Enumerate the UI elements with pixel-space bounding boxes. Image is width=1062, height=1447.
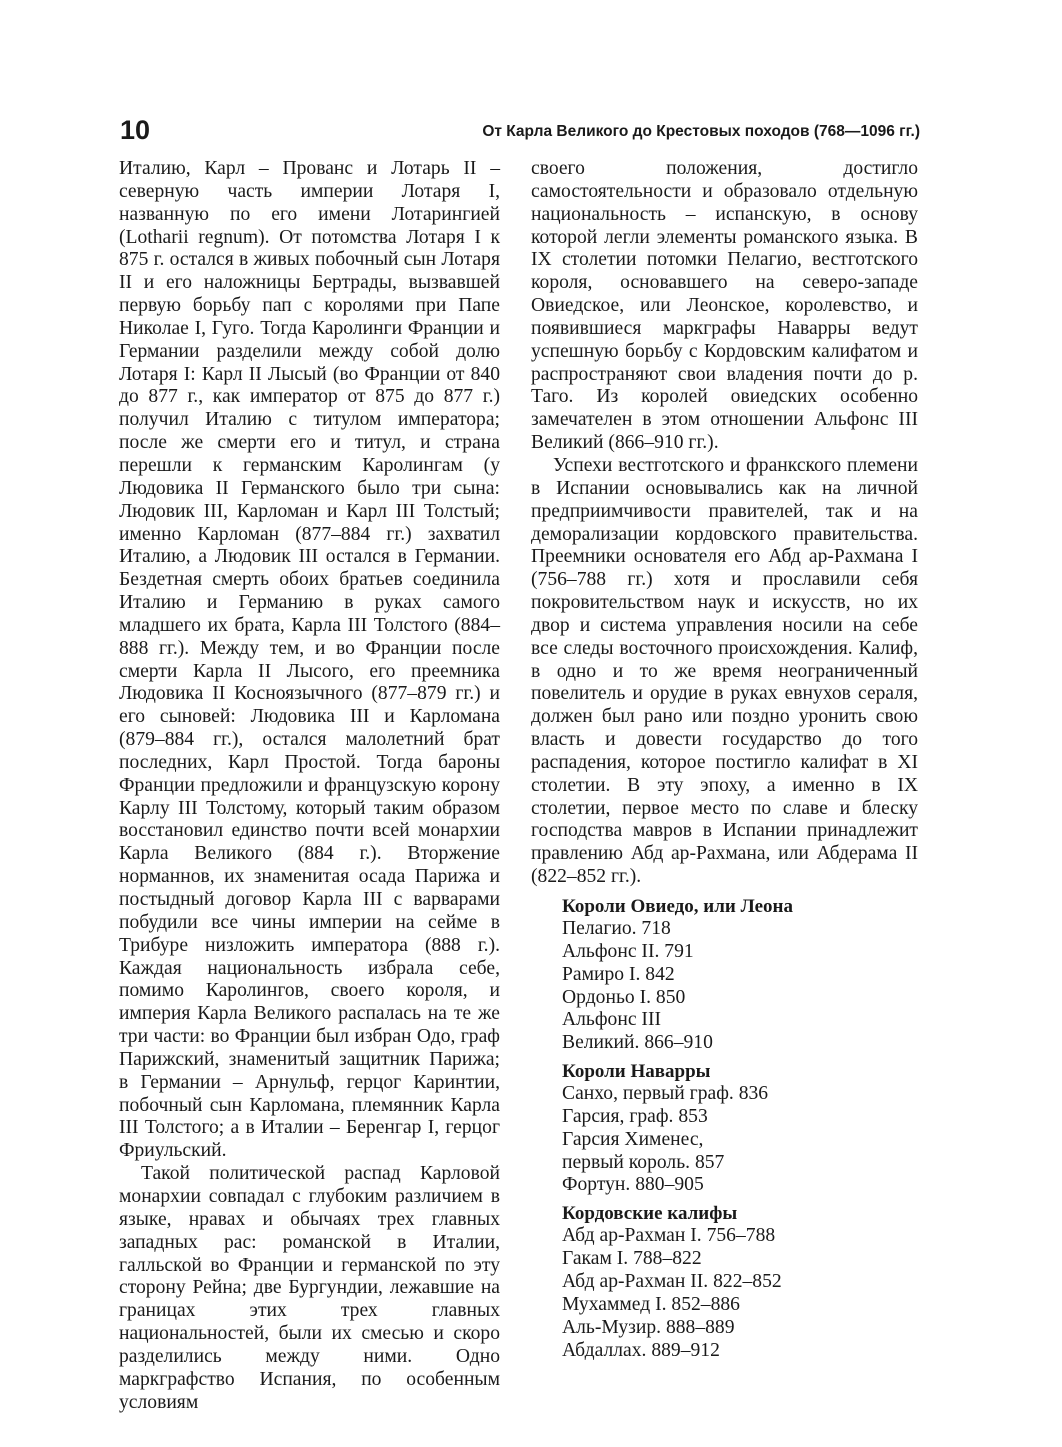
paragraph: Италию, Карл – Прованс и Лотарь II – северную часть империи Лотаря I, названную по его имени Лотарингией (Lotharii regnum). От потомства Лотаря I к 875 г. остался в живых побочный сын Лотаря II и его наложницы Бертрады, вызвавшей первую борьбу пап с королями при Папе Николае I, Гуго. Тогда Каролинги Франции и Германии разделили между собой долю Лотаря I: Карл II Лысый (во Франции от 840 до 877 г., как император от 875 до 877 г.) получил Италию с титулом императора; после же смерти его и титул, и страна перешли к германским Каролингам (у Людовика II Германского было три сына: Людовик III, Карломан и Карл III Толстый; именно Карломан (877–884 гг.) захватил Италию, а Людовик III остался в Германии. Бездетная смерть обоих братьев соединила Италию и Германию в руках самого младшего их брата, Карла III Толстого (884–888 гг.). Между тем, и во Франции после смерти Карла II Лысого, его преемника Людовика II Косноязычного (877–879 гг.) и его сыновей: Людовика III и Карломана (879–884 гг.), остался малолетний брат последних, Карл Простой. Тогда бароны Франции предложили и французскую корону Карлу III Толстому, который таким образом восстановил единство почти всей монархии Карла Великого (884 г.). Вторжение норманнов, их знаменитая осада Парижа и постыдный договор Карла III с варварами побудили все чины империи на сейме в Трибуре низложить императора (888 г.). Каждая национальность избрала себе, помимо Каролингов, своего короля, и империя Карла Великого распалась на те же три части: во Франции был избран Одо, граф Парижский, знаменитый защитник Парижа; в Германии – Арнульф, герцог Каринтии, побочный сын Карломана, племянник Карла III Толстого; а в Италии – Беренгар I, герцог Фриульский.	[119, 158, 500, 1162]
ruler-item: Великий. 866–910	[562, 1032, 713, 1054]
page-header	[120, 114, 920, 148]
ruler-item: Гарсия, граф. 853	[562, 1105, 708, 1127]
ruler-list-cordoba	[562, 1202, 918, 1362]
ruler-item: первый король. 857	[562, 1151, 725, 1173]
ruler-item: Аль-Музир. 888–889	[562, 1316, 735, 1338]
page-number: 10	[120, 115, 151, 145]
paragraph: своего положения, достигло самостоятельности и образовало отдельную национальность – испанскую, в основу которой легли элементы романского языка. В IX столетии потомки Пелагио, вестготского короля, основавшего на северо-западе Овиедское, или Леонское, королевство, и появившиеся маркграфы Наварры ведут успешную борьбу с Кордовским калифатом и распространяют свои владения почти до р. Таго. Из королей овиедских особенно замечателен в этом отношении Альфонс III Великий (866–910 гг.).	[531, 158, 918, 454]
ruler-item: Рамиро I. 842	[562, 963, 675, 985]
ruler-item: Абдаллах. 889–912	[562, 1339, 720, 1361]
ruler-list-heading: Кордовские калифы	[562, 1203, 738, 1225]
paragraph: Такой политической распад Карловой монархии совпадал с глубоким различием в языке, нравах и обычаях трех главных западных рас: романской в Италии, галльской во Франции и германской по эту сторону Рейна; две Бургундии, лежавшие на границах этих трех главных национальностей, были их смесью и скоро разделились между ними. Одно маркграфство Испания, по особенным условиям	[119, 1163, 500, 1413]
ruler-item: Мухаммед I. 852–886	[562, 1293, 740, 1315]
ruler-item: Фортун. 880–905	[562, 1174, 704, 1196]
ruler-item: Пелагио. 718	[562, 918, 671, 939]
ruler-item: Гакам I. 788–822	[562, 1248, 702, 1270]
ruler-item: Абд ар-Рахман II. 822–852	[562, 1270, 782, 1292]
ruler-list-heading: Короли Наварры	[562, 1061, 711, 1083]
ruler-item: Альфонс III	[562, 1009, 662, 1031]
paragraph: Успехи вестготского и франкского племени в Испании основывались как на личной предприимчивости правителей, так и на деморализации кордовского правительства. Преемники основателя его Абд ар-Рахмана I (756–788 гг.) хотя и прославили себя покровительством наук и искусств, но их двор и система управления носили на себе все следы восточного происхождения. Калиф, в одно и то же время неограниченный повелитель и орудие в руках евнухов сераля, должен был рано или поздно уронить свою власть и довести государство до того распадения, которое постигло калифат в XI столетии. В эту эпоху, а именно в IX столетии, первое место по славе и блеску господства мавров в Испании принадлежит правлению Абд ар-Рахмана, или Абдерама II (822–852 гг.).	[531, 454, 918, 888]
right-column	[531, 158, 918, 1367]
ruler-list-navarre	[562, 1060, 918, 1197]
ruler-lists	[562, 895, 918, 1362]
ruler-item: Санхо, первый граф. 836	[562, 1083, 769, 1105]
ruler-item: Ордоньо I. 850	[562, 986, 686, 1008]
left-column	[119, 158, 500, 1414]
ruler-item: Альфонс II. 791	[562, 940, 694, 962]
ruler-item: Гарсия Хименес,	[562, 1128, 704, 1150]
ruler-list-heading: Короли Овиедо, или Леона	[562, 896, 793, 917]
ruler-list-oviedo	[562, 895, 918, 1055]
ruler-item: Абд ар-Рахман I. 756–788	[562, 1225, 776, 1247]
running-title: От Карла Великого до Крестовых походов (768—1096 гг.)	[482, 123, 920, 140]
